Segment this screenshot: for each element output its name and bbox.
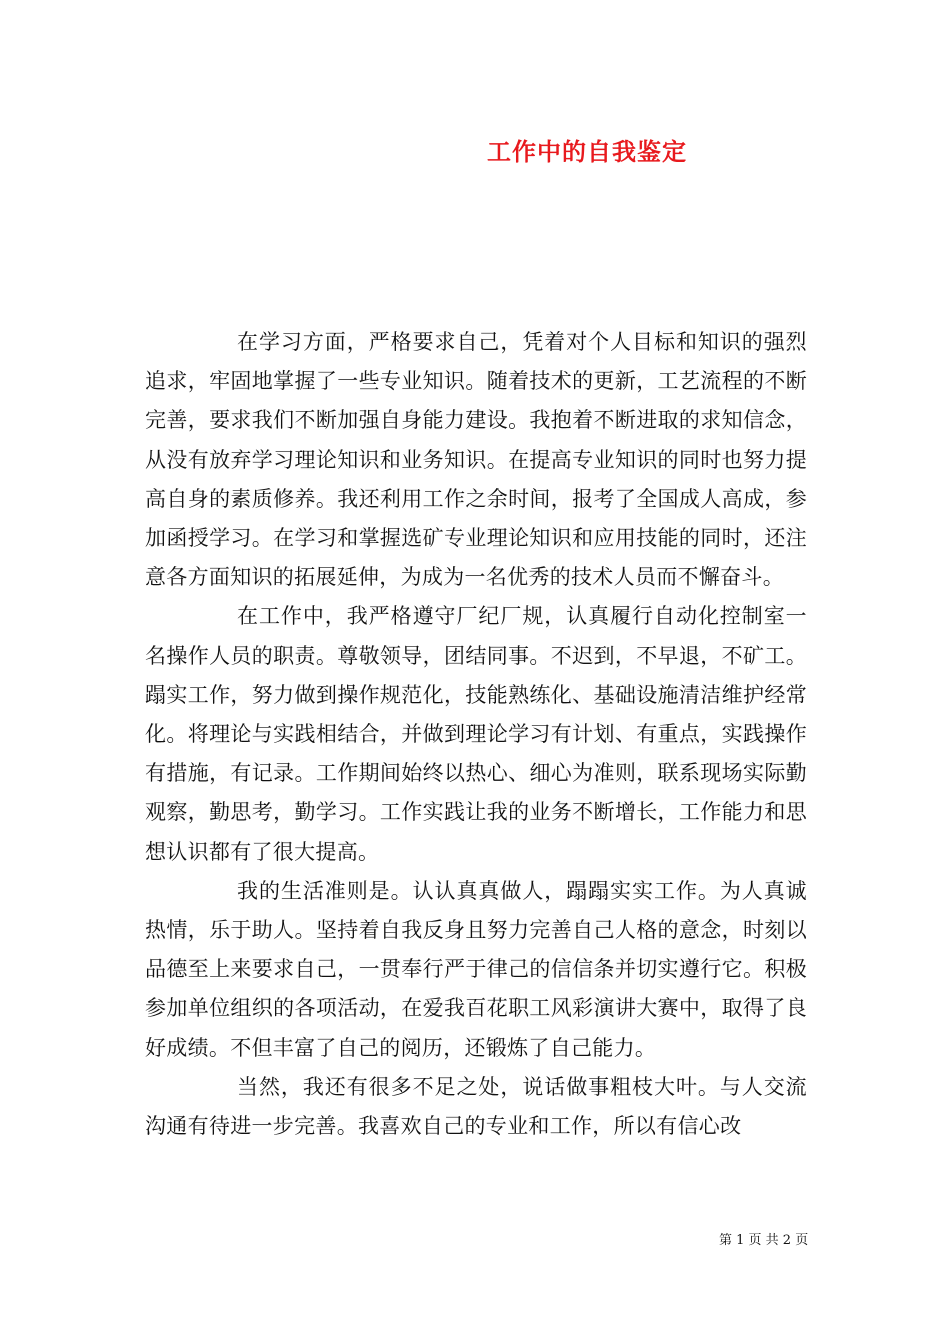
paragraph-shortcomings: 当然，我还有很多不足之处，说话做事粗枝大叶。与人交流沟通有待进一步完善。我喜欢自己的专业和工作，所以有信心改 [145,1074,807,1139]
paragraph-life: 我的生活准则是。认认真真做人，蹋蹋实实工作。为人真诚热情，乐于助人。坚持着自我反身且努力完善自己人格的意念，时刻以品德至上来要求自己，一贯奉行严于律己的信信条并切实遵行它。积极参加单位组织的各项活动，在爱我百花职工风彩演讲大赛中，取得了良好成绩。不但丰富了自己的阅历，还锻炼了自己能力。 [145,878,807,1060]
document-body [145,323,807,1146]
page-number-footer: 第 1 页 共 2 页 [719,1233,809,1248]
paragraph-work: 在工作中，我严格遵守厂纪厂规，认真履行自动化控制室一名操作人员的职责。尊敬领导，团结同事。不迟到，不早退，不矿工。蹋实工作，努力做到操作规范化，技能熟练化、基础设施清洁维护经常化。将理论与实践相结合，并做到理论学习有计划、有重点，实践操作有措施，有记录。工作期间始终以热心、细心为准则，联系现场实际勤观察，勤思考，勤学习。工作实践让我的业务不断增长，工作能力和思想认识都有了很大提高。 [145,604,807,864]
paragraph-study: 在学习方面，严格要求自己，凭着对个人目标和知识的强烈追求，牢固地掌握了一些专业知识。随着技术的更新，工艺流程的不断完善，要求我们不断加强自身能力建设。我抱着不断进取的求知信念，从没有放弃学习理论知识和业务知识。在提高专业知识的同时也努力提高自身的素质修养。我还利用工作之余时间，报考了全国成人高成，参加函授学习。在学习和掌握选矿专业理论知识和应用技能的同时，还注意各方面知识的拓展延伸，为成为一名优秀的技术人员而不懈奋斗。 [145,330,807,590]
document-title: 工作中的自我鉴定 [487,137,687,166]
